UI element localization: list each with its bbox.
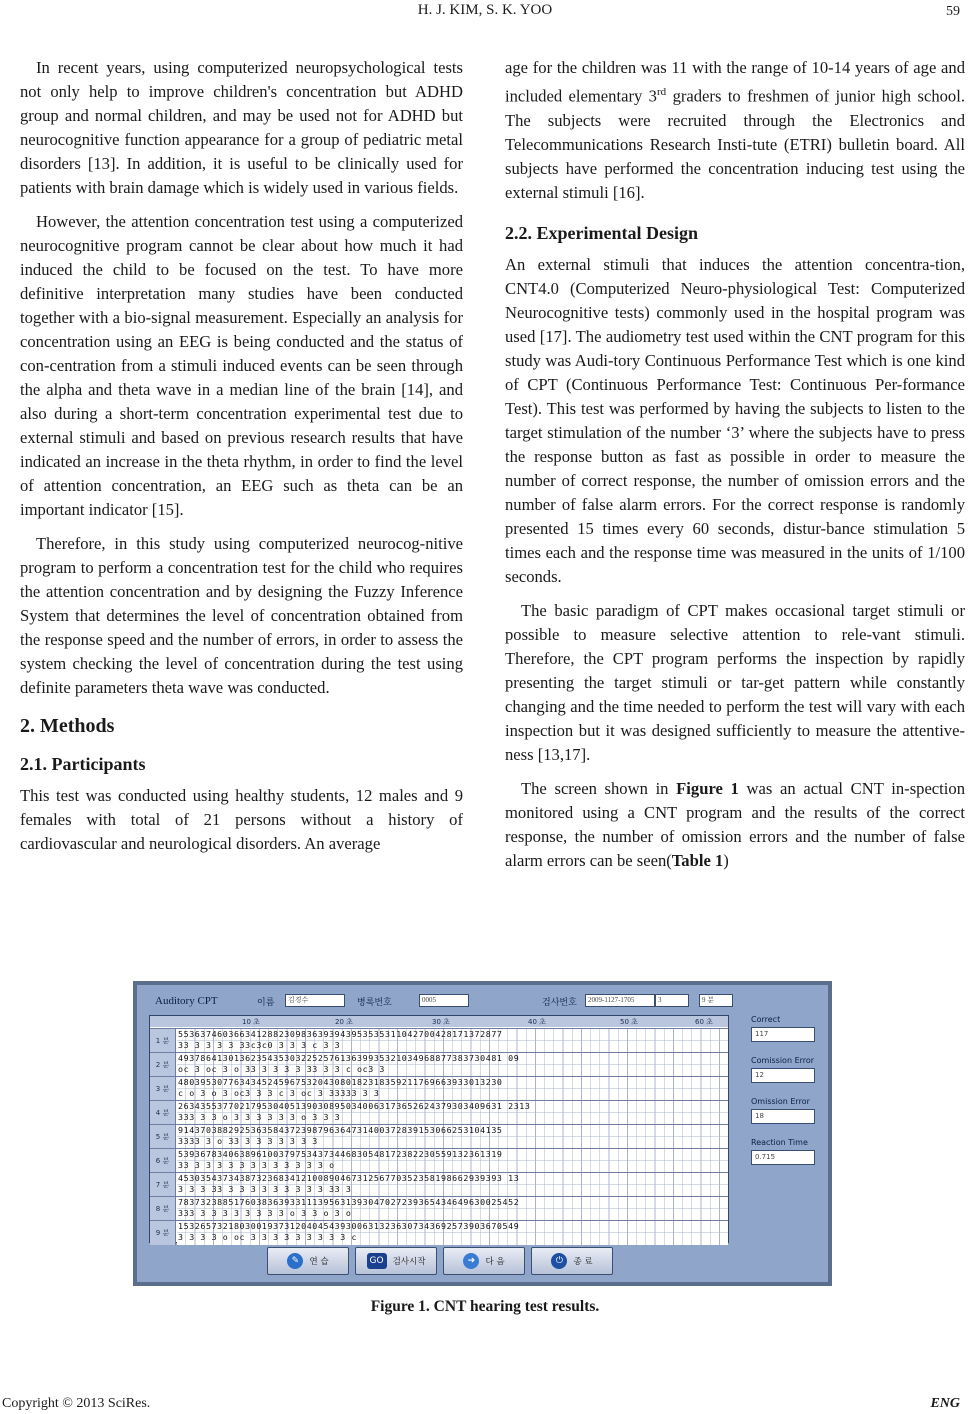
select-trial[interactable]: 3 [655,994,689,1007]
running-header: H. J. KIM, S. K. YOO [417,2,553,18]
start-test-button[interactable]: GO 검사시작 [355,1247,437,1275]
paragraph: An external stimuli that induces the attention concentra-tion, CNT4.0 (Computerized Neuro-physiological Test: Computerized Neurocognitive tests) commonly used in the hospital program was used [17]. The audiometry test used within the CNT program for this study was Audi-tory Continuous Performance Test which is one kind of CPT (Continuous Performance Test: Continuous Per-formance Test). This test was performed by having the subjects to listen to the target stimulation of the number ‘3’ where the subjects have to press the response button as fast as possible in order to measure the number of correct response, the number of omission errors and the number of false alarm errors. For the correct response is randomly presented 15 times every 60 seconds, distur-bance stimulation 5 times each and the response time was measured in the units of 1/100 seconds. [505,254,965,586]
paragraph: In recent years, using computerized neuropsychological tests not only help to improve children's concentration but ADHD group and normal children, and may be used not for ADHD but neurocognitive function appearance for a group of pediatric metal disorders [13]. In addition, it is useful to be clinically used for patients with brain damage which is widely used in various fields. [20,58,463,197]
go-icon: GO [367,1253,387,1269]
correct-value: 117 [751,1027,815,1042]
correct-label: Correct [751,1015,781,1024]
grid-row: 3 분 4803953077634345245967532043080182318359211769663933013230 c o 3 o 3 oc3 3 3 c 3 oc 3 33333 3 3 [150,1076,728,1100]
col-head: 50 초 [620,1018,638,1026]
grid-row: 7 분 4530354373438732368341210089046731256770352358198662939393 13 3 3 3 33 3 3 3 3 3 3 3 3 3 33 3 [150,1172,728,1196]
exam-field[interactable]: 2009-1127-1705 [585,994,655,1007]
next-button[interactable]: ➜ 다 음 [443,1247,525,1275]
practice-button[interactable]: ✎ 연 습 [267,1247,349,1275]
reaction-time-value: 0.715 [751,1150,815,1165]
app-title: Auditory CPT [155,995,218,1007]
col-head: 10 초 [242,1018,260,1026]
pen-icon: ✎ [287,1253,303,1269]
paragraph: age for the children was 11 with the range of 10-14 years of age and included elementary 3rd graders to freshmen of junior high school. The subjects were recruited through the Electronics and Telecommunications Research Insti-tute (ETRI) bulletin board. All subjects have performed the concentration inducing test using the external stimuli [16]. [505,58,965,202]
comission-error-value: 12 [751,1068,815,1083]
name-label: 이름 [257,997,275,1007]
grid-row: 2 분 4937864130136235435303225257613639935321034968877383730481 09 oc 3 oc 3 o 33 3 3 3 3 33 3 3 c oc3 3 [150,1052,728,1076]
exit-button[interactable]: ⏻ 종 료 [531,1247,613,1275]
id-label: 병록번호 [357,997,392,1007]
comission-error-label: Comission Error [751,1056,815,1065]
grid-row: 1 분 5536374603663412882309836393943953535311042700428171372877 33 3 3 3 3 33c3c0 3 3 3 c 3 3 [150,1028,728,1052]
figure-caption: Figure 1. CNT hearing test results. [370,1298,600,1315]
col-head: 20 초 [335,1018,353,1026]
subsection-heading-design: 2.2. Experimental Design [505,222,698,243]
superscript: rd [656,86,667,98]
figure-reference: Figure 1 [676,778,739,798]
response-grid [149,1015,729,1243]
section-heading-methods: 2. Methods [20,715,115,737]
paragraph: This test was conducted using healthy students, 12 males and 9 females with total of 21 persons without a history of cardiovascular and neurological disorders. An average [20,786,463,853]
left-column [20,56,463,856]
cnt-screenshot-figure [133,981,832,1286]
cnt-window [137,985,828,1282]
id-field[interactable]: 0005 [419,994,469,1007]
right-column [505,56,965,873]
table-reference: Table 1 [671,850,724,870]
grid-row: 5 분 9143703882925363584372398796364731400372839153066253104135 3333 3 o 33 3 3 3 3 3 3 3 [150,1124,728,1148]
grid-row: 9 분 1532657321803001937312040454393006313236307343692573903670549 3 3 3 3 o oc 3 3 3 3 3 3 3 3 3 c [150,1220,728,1244]
paragraph: However, the attention concentration test using a computerized neurocognitive program cannot be clear about how much it had induced the child to be focused on the test. To have more definitive interpretation many studies have been conducted together with a bio-signal measurement. Especially an analysis for concentration using an EEG is being conducted and the status of con-centration from a stimuli induced events can be seen through the alpha and theta wave in a median line of the brain [14], and also during a short-term concentration experimental test due to external stimuli and based on previous research results that have indicated an increase in the theta rhythm, in order to find the level of attention concentration, an EEG such as theta can be an important indicator [15]. [20,212,463,519]
col-head: 60 초 [695,1018,713,1026]
paragraph: The basic paradigm of CPT makes occasional target stimuli or possible to measure selective attention to rele-vant stimuli. Therefore, the CPT program performs the inspection by rapidly presenting the target stimuli or tar-get pattern while constantly changing and the time needed to perform the test will vary with each inspection but it was designed sufficiently to measure the attentive-ness [13,17]. [505,600,965,764]
omission-error-label: Omission Error [751,1097,810,1106]
paragraph: The screen shown in Figure 1 was an actual CNT in-spection monitored using a CNT program and the results of the correct response, the number of omission errors and the number of false alarm errors can be seen(Table 1) [505,778,965,870]
results-panel [751,1015,829,1179]
grid-row: 4 분 2634355377021795304051390308950340063173652624379303409631 2313 333 3 3 o 3 3 3 3 3 3 o 3 3 3 [150,1100,728,1124]
subsection-heading-participants: 2.1. Participants [20,754,146,774]
name-field[interactable]: 김경수 [285,994,345,1007]
page-number: 59 [946,4,960,19]
exam-label: 검사번호 [542,997,577,1007]
next-icon: ➜ [463,1253,479,1269]
col-head: 40 초 [528,1018,546,1026]
grid-header [150,1016,728,1027]
omission-error-value: 18 [751,1109,815,1124]
paragraph: Therefore, in this study using computerized neurocog-nitive program to perform a concentration test for the child who requires the attention concentration and by designing the Fuzzy Inference System that determines the level of concentration obtained from the response speed and the number of errors, in order to assess the system checking the level of concentration during the test using definite parameters theta wave was conducted. [20,534,463,697]
grid-row: 6 분 5393678340638961003797534373446830548172382230559132361319 33 3 3 3 3 3 3 3 3 3 3 3 3 o [150,1148,728,1172]
select-minutes[interactable]: 9 분 [699,994,733,1007]
col-head: 30 초 [432,1018,450,1026]
grid-row: 8 분 7837323885176038363933111395631393047027239365434649630025452 333 3 3 3 3 3 3 3 3 o 3 3 o 3 o [150,1196,728,1220]
power-icon: ⏻ [551,1253,567,1269]
reaction-time-label: Reaction Time [751,1138,808,1147]
journal-tag: ENG [930,1396,960,1411]
button-bar [267,1247,613,1275]
copyright: Copyright © 2013 SciRes. [2,1396,151,1411]
